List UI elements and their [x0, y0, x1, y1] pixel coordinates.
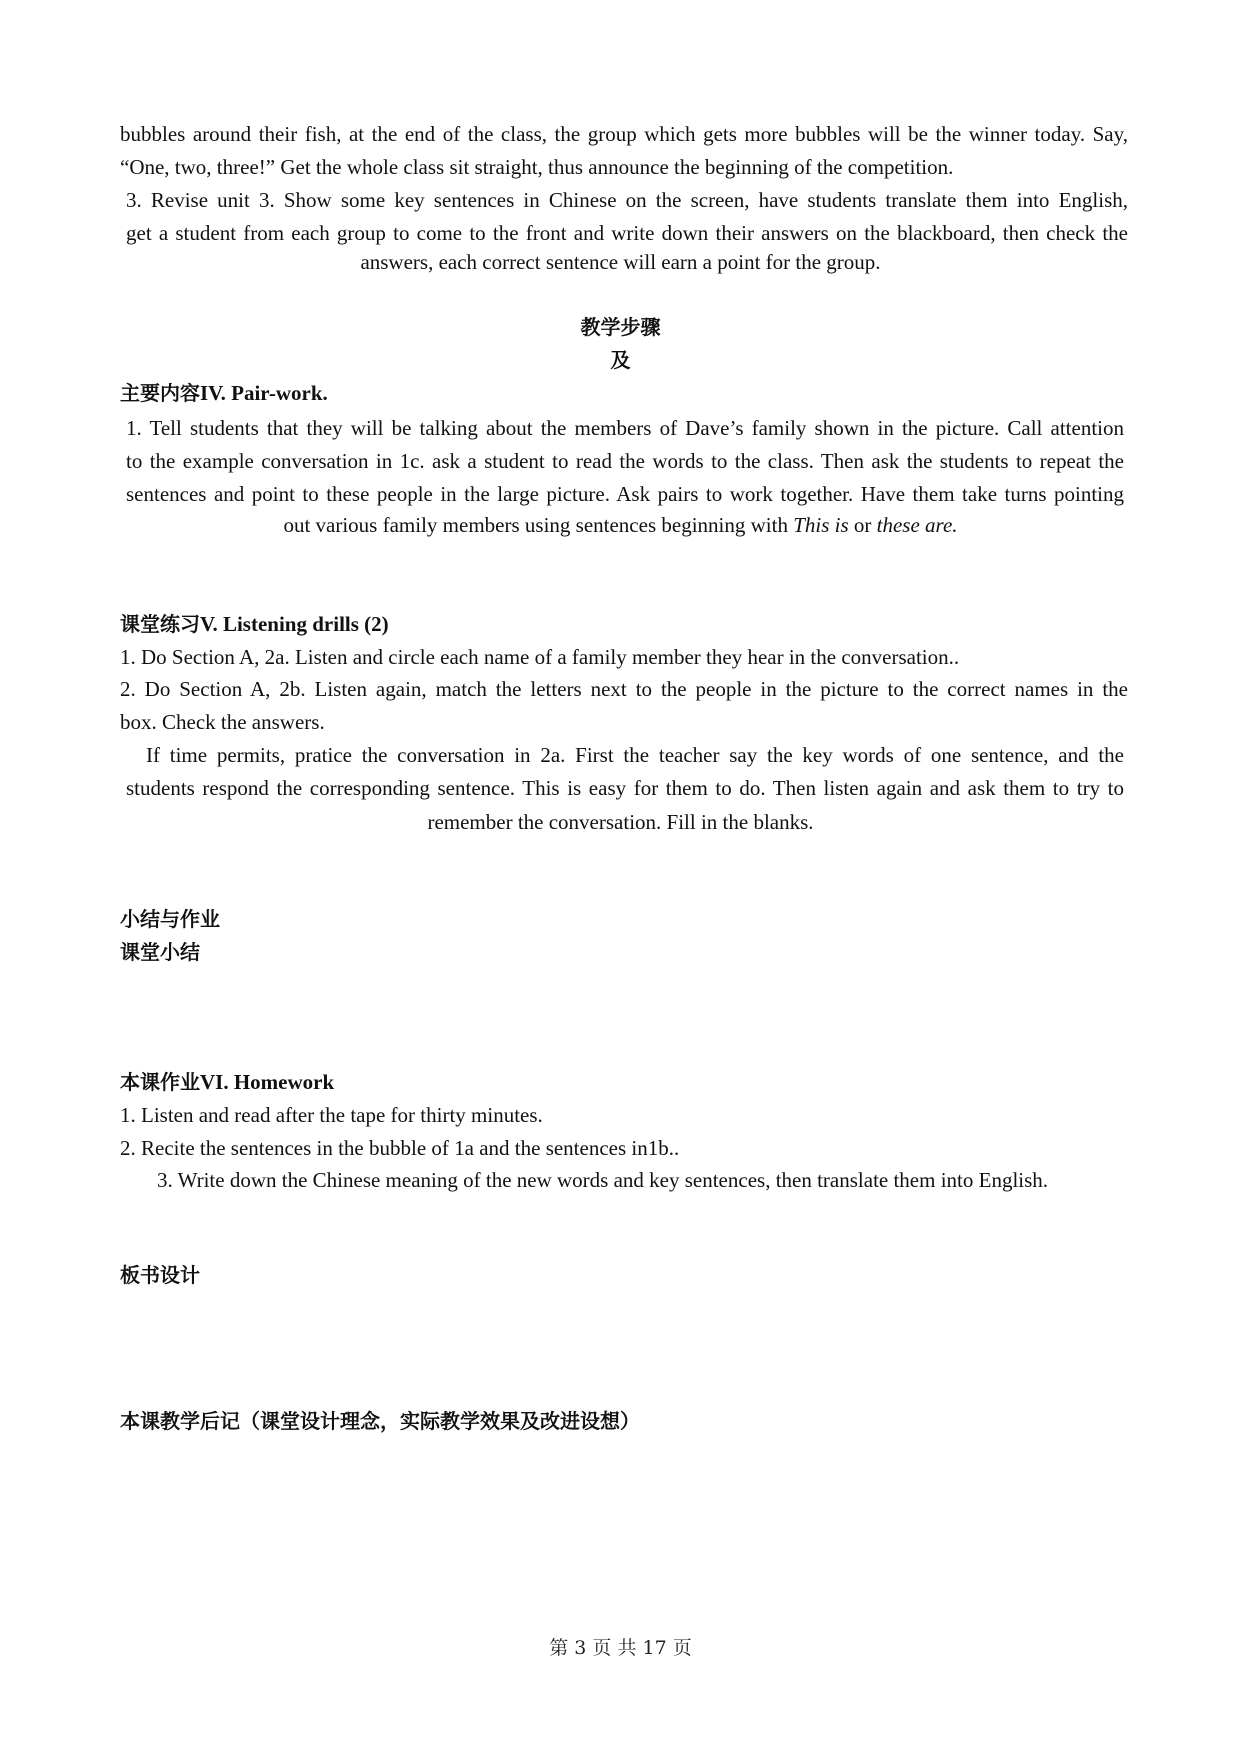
- intro-line-2: “One, two, three!” Get the whole class sit straight, thus announce the beginning of the competition.: [120, 155, 954, 179]
- section-v-para-line-2: students respond the corresponding sentence. This is easy for them to do. Then listen again and ask them to try to: [126, 776, 1124, 800]
- reflection-heading: 本课教学后记（课堂设计理念，实际教学效果及改进设想）: [120, 1409, 640, 1433]
- section-iv-line-4: [0, 515, 1241, 536]
- class-summary-heading: 课堂小结: [120, 940, 200, 964]
- page-footer: 第 3 页 共 17 页: [549, 1637, 692, 1659]
- section-v-para-line-3: [0, 812, 1241, 833]
- revise-line-3: [0, 252, 1241, 273]
- section-v-item-2: [120, 673, 1128, 739]
- revise-line-1: 3. Revise unit 3. Show some key sentences in Chinese on the screen, have students translate them into English,: [126, 188, 1128, 212]
- summary-heading: 小结与作业: [120, 907, 220, 931]
- board-design-heading: 板书设计: [120, 1263, 200, 1287]
- section-iv-line-4-em2: these are.: [876, 513, 958, 537]
- section-iv-line-4-mid: or: [848, 513, 877, 537]
- steps-heading: 教学步骤: [580, 315, 661, 339]
- revise-paragraph: [126, 184, 1128, 250]
- section-v-item-2-line-2: box. Check the answers.: [120, 710, 325, 734]
- section-iv-line-4-pre: out various family members using sentences beginning with: [283, 513, 794, 537]
- section-v-item-2-line-1: 2. Do Section A, 2b. Listen again, match the letters next to the people in the picture to the correct names in the: [120, 677, 1128, 701]
- intro-line-1: bubbles around their fish, at the end of the class, the group which gets more bubbles will be the winner today. Say,: [120, 122, 1128, 146]
- section-vi-heading-en: VI. Homework: [200, 1070, 335, 1094]
- section-v-para-line-3-text: remember the conversation. Fill in the blanks.: [427, 810, 814, 834]
- section-iv-heading: [120, 383, 328, 404]
- intro-paragraph: [120, 118, 1128, 184]
- section-iv-line-1: 1. Tell students that they will be talking about the members of Dave’s family shown in the picture. Call attention: [126, 416, 1124, 440]
- section-v-heading-en: V. Listening drills (2): [200, 612, 389, 636]
- section-vi-heading: [120, 1072, 334, 1093]
- section-iv-heading-en: IV. Pair-work.: [200, 381, 328, 405]
- section-iv-line-4-em1: This is: [793, 513, 849, 537]
- homework-item-3: 3. Write down the Chinese meaning of the new words and key sentences, then translate them into English.: [157, 1168, 1049, 1192]
- revise-line-2: get a student from each group to come to the front and write down their answers on the blackboard, then check the: [126, 221, 1128, 245]
- section-v-para-line-1: If time permits, pratice the conversation in 2a. First the teacher say the key words of one sentence, and the: [146, 743, 1124, 767]
- section-iv-line-2: to the example conversation in 1c. ask a student to read the words to the class. Then ask the students to repeat the: [126, 449, 1124, 473]
- section-iv-paragraph: [126, 412, 1124, 511]
- section-vi-heading-cn: 本课作业: [120, 1070, 200, 1094]
- section-v-item-1: 1. Do Section A, 2a. Listen and circle each name of a family member they hear in the conversation..: [120, 645, 960, 669]
- homework-item-2: 2. Recite the sentences in the bubble of 1a and the sentences in1b..: [120, 1136, 680, 1160]
- homework-item-1: 1. Listen and read after the tape for thirty minutes.: [120, 1103, 543, 1127]
- steps-heading-and: 及: [610, 348, 631, 372]
- revise-line-3-text: answers, each correct sentence will earn a point for the group.: [360, 250, 881, 274]
- section-v-heading: [120, 614, 389, 635]
- section-iv-heading-cn: 主要内容: [120, 381, 200, 405]
- section-v-heading-cn: 课堂练习: [120, 612, 200, 636]
- section-v-paragraph: [126, 739, 1124, 805]
- section-iv-line-3: sentences and point to these people in the large picture. Ask pairs to work together. Have them take turns pointing: [126, 482, 1124, 506]
